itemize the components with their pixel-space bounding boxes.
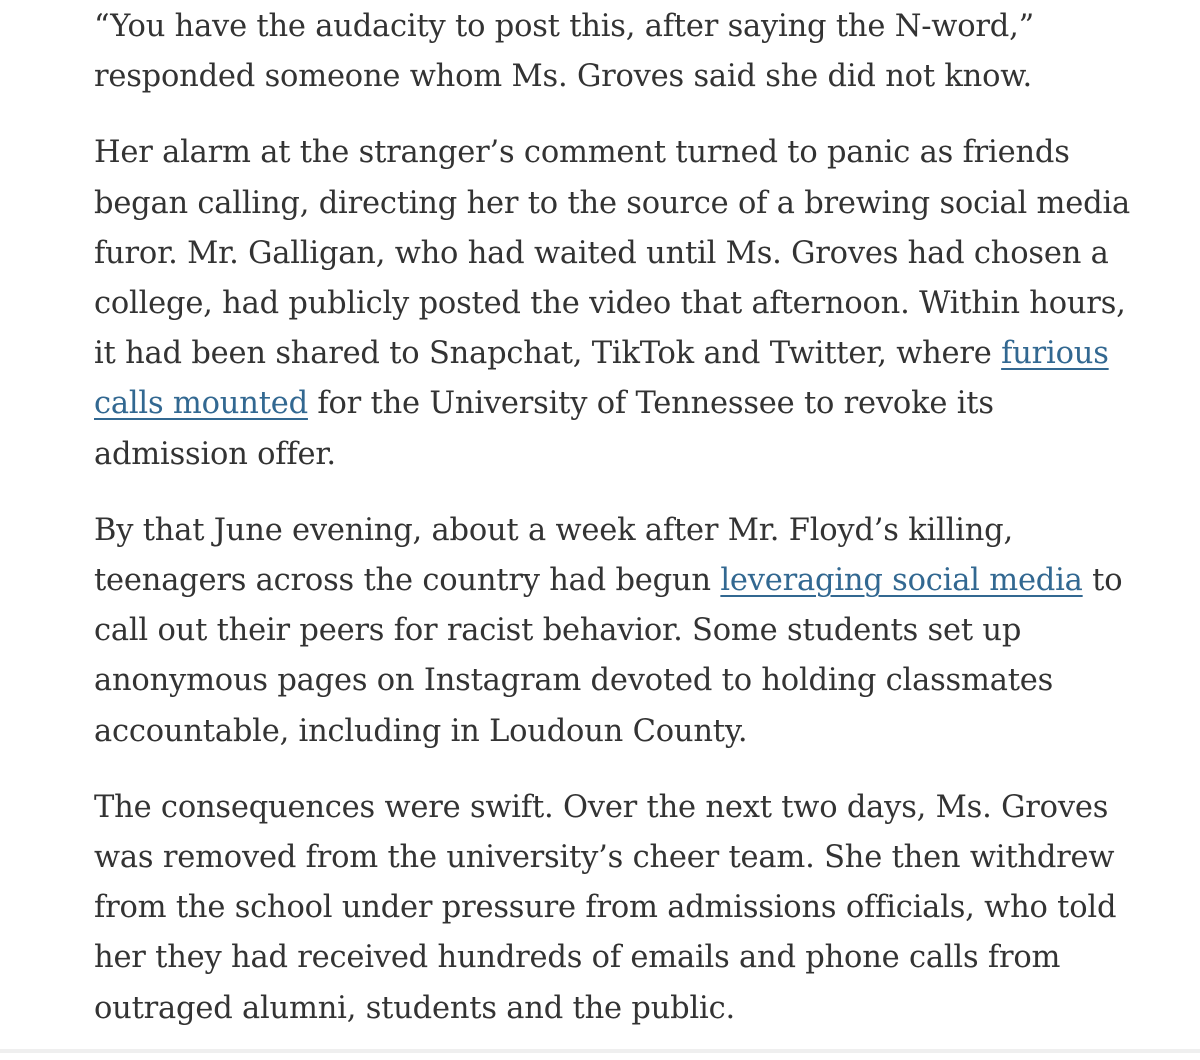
paragraph-3 xyxy=(94,506,1134,757)
paragraph-1 xyxy=(94,2,1134,102)
bottom-divider xyxy=(0,1049,1200,1053)
link-leveraging-social-media[interactable]: leveraging social media xyxy=(720,563,1083,599)
paragraph-text: The consequences were swift. Over the next two days, Ms. Groves was removed from the university’s cheer team. She then withdrew from the school under pressure from admissions officials, who told her they had received hundreds of emails and phone calls from outraged alumni, students and the public. xyxy=(94,789,1117,1026)
paragraph-text: Her alarm at the stranger’s comment turned to panic as friends began calling, directing her to the source of a brewing social media furor. Mr. Galligan, who had waited until Ms. Groves had chosen a college, had publicly posted the video that afternoon. Within hours, it had been shared to Snapchat, TikTok and Twitter, where xyxy=(94,135,1130,372)
paragraph-2 xyxy=(94,128,1134,479)
paragraph-text: to call out their peers for racist behavior. Some students set up anonymous pages on Instagram devoted to holding classmates accountable, including in Loudoun County. xyxy=(94,563,1123,749)
paragraph-text: By that June evening, about a week after Mr. Floyd’s killing, teenagers across the country had begun xyxy=(94,512,1013,599)
paragraph-text: for the University of Tennessee to revoke its admission offer. xyxy=(94,386,994,472)
paragraph-text: “You have the audacity to post this, after saying the N-word,” responded someone whom Ms. Groves said she did not know. xyxy=(94,9,1034,95)
article-body xyxy=(94,2,1134,1060)
paragraph-4 xyxy=(94,783,1134,1034)
link-furious-calls-mounted[interactable]: furious calls mounted xyxy=(94,336,1109,422)
